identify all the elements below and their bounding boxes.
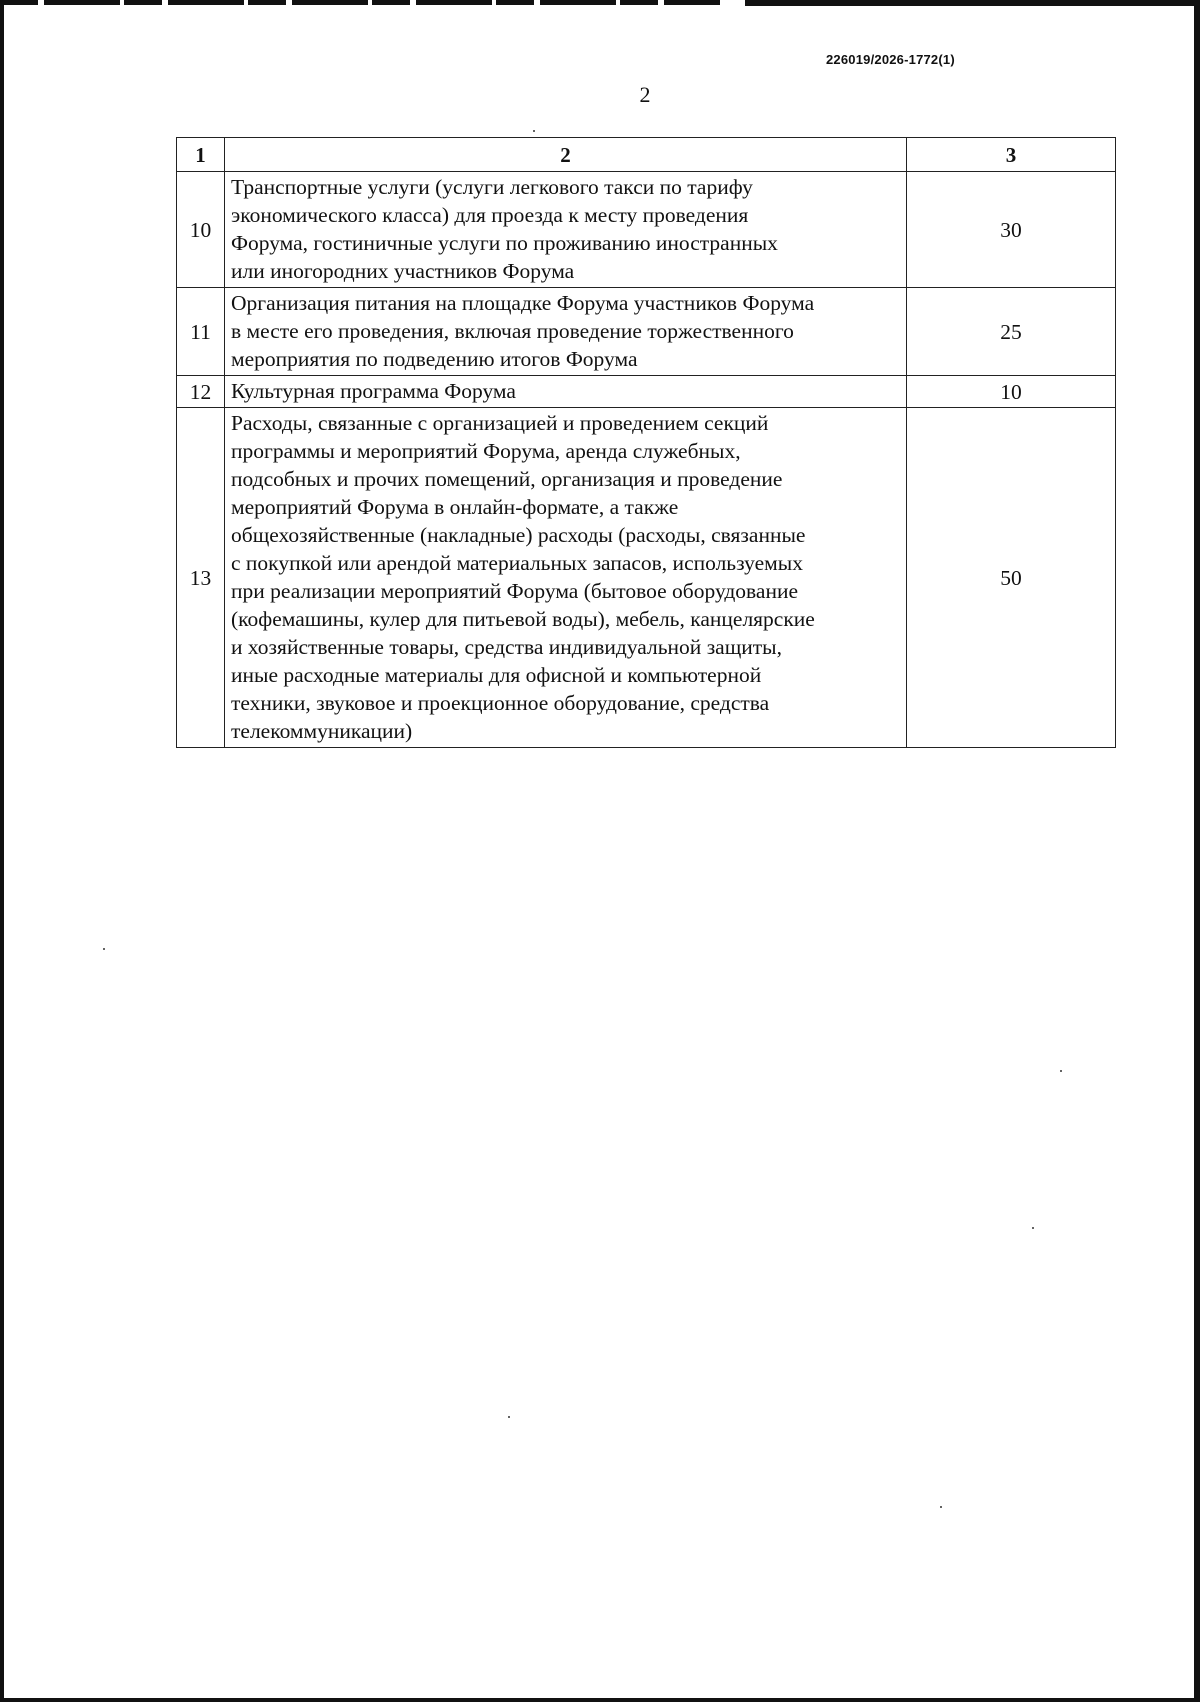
scan-border-bottom xyxy=(0,1698,1200,1702)
column-header-1: 1 xyxy=(177,138,225,172)
description-line: программы и мероприятий Форума, аренда служебных, xyxy=(231,439,741,463)
row-number: 11 xyxy=(177,288,225,376)
description-line: при реализации мероприятий Форума (бытовое оборудование xyxy=(231,579,799,603)
description-line: Расходы, связанные с организацией и проведением секций xyxy=(231,411,769,435)
table-header-row xyxy=(177,138,1116,172)
description-line: с покупкой или арендой материальных запасов, используемых xyxy=(231,551,803,575)
table-row xyxy=(177,376,1116,408)
row-number: 13 xyxy=(177,408,225,748)
expense-value: 10 xyxy=(907,376,1116,408)
description-line: общехозяйственные (накладные) расходы (расходы, связанные xyxy=(231,523,806,547)
expense-value: 50 xyxy=(907,408,1116,748)
description-line: Культурная программа Форума xyxy=(231,379,516,403)
scan-border-right xyxy=(1194,0,1200,1702)
expense-description xyxy=(225,288,907,376)
table-body xyxy=(177,172,1116,748)
scan-speck xyxy=(533,130,535,132)
description-line: в месте его проведения, включая проведение торжественного xyxy=(231,319,794,343)
description-line: Транспортные услуги (услуги легкового такси по тарифу xyxy=(231,175,753,199)
scan-speck xyxy=(1060,1070,1062,1072)
registration-number: 226019/2026-1772(1) xyxy=(826,52,955,67)
description-line: мероприятия по подведению итогов Форума xyxy=(231,347,638,371)
description-line: иные расходные материалы для офисной и компьютерной xyxy=(231,663,762,687)
row-number: 12 xyxy=(177,376,225,408)
description-line: Форума, гостиничные услуги по проживанию иностранных xyxy=(231,231,778,255)
expense-description xyxy=(225,376,907,408)
column-header-3: 3 xyxy=(907,138,1116,172)
description-line: Организация питания на площадке Форума участников Форума xyxy=(231,291,815,315)
table-row xyxy=(177,408,1116,748)
scan-speck xyxy=(103,948,105,950)
scan-border-top-left xyxy=(0,0,720,5)
row-number: 10 xyxy=(177,172,225,288)
expense-table xyxy=(176,137,1116,748)
column-header-2: 2 xyxy=(225,138,907,172)
description-line: и хозяйственные товары, средства индивидуальной защиты, xyxy=(231,635,783,659)
description-line: или иногородних участников Форума xyxy=(231,259,575,283)
expense-value: 25 xyxy=(907,288,1116,376)
expense-description xyxy=(225,172,907,288)
description-line: (кофемашины, кулер для питьевой воды), мебель, канцелярские xyxy=(231,607,815,631)
scan-speck xyxy=(1032,1227,1034,1229)
expense-value: 30 xyxy=(907,172,1116,288)
description-line: экономического класса) для проезда к месту проведения xyxy=(231,203,749,227)
page-number: 2 xyxy=(639,82,651,107)
table-row xyxy=(177,172,1116,288)
table-row xyxy=(177,288,1116,376)
description-line: мероприятий Форума в онлайн-формате, а также xyxy=(231,495,679,519)
scan-speck xyxy=(940,1506,942,1508)
description-line: телекоммуникации) xyxy=(231,719,413,743)
expense-description xyxy=(225,408,907,748)
description-line: подсобных и прочих помещений, организация и проведение xyxy=(231,467,783,491)
scan-speck xyxy=(508,1416,510,1418)
scan-border-left xyxy=(0,0,4,1702)
description-line: техники, звуковое и проекционное оборудование, средства xyxy=(231,691,770,715)
scan-border-top-right xyxy=(745,0,1200,6)
